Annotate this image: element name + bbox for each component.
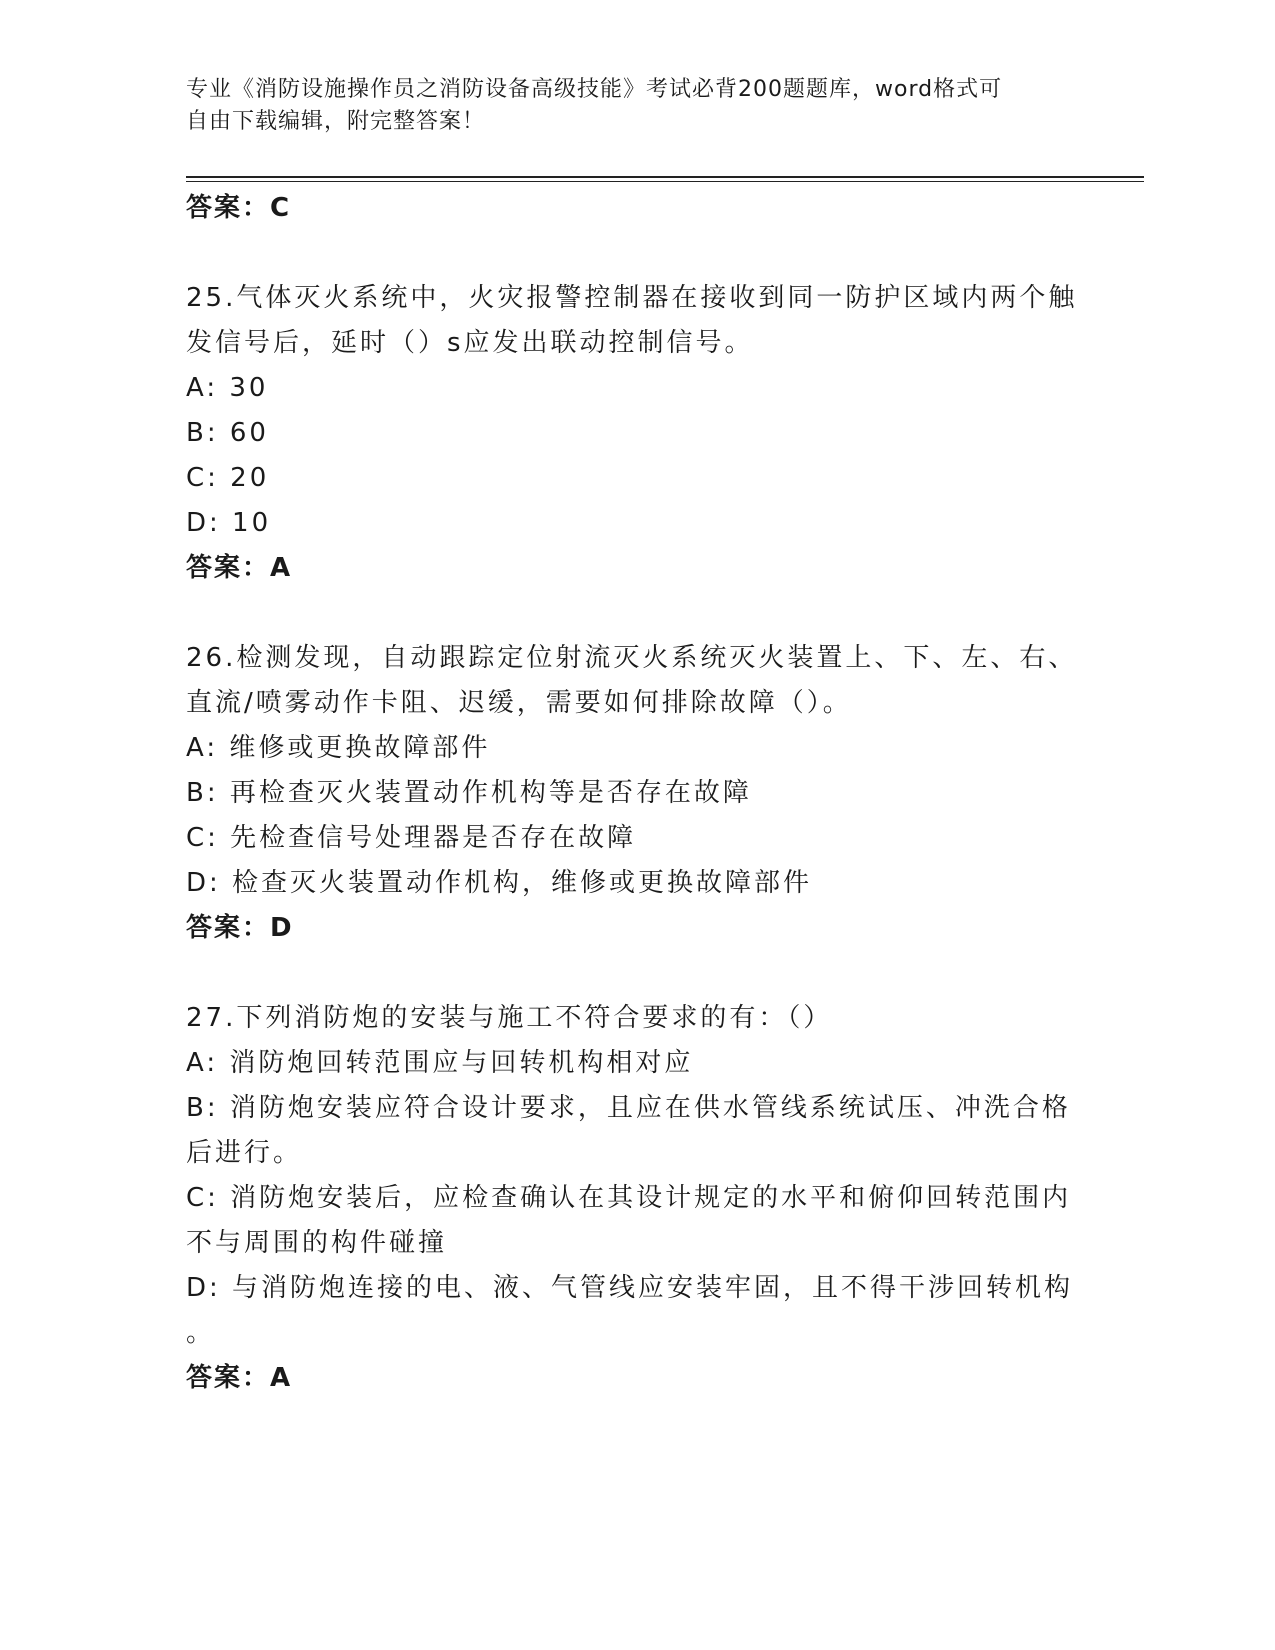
option-c: C: 消防炮安装后，应检查确认在其设计规定的水平和俯仰回转范围内 bbox=[186, 1183, 1072, 1213]
question-stem: 26.检测发现，自动跟踪定位射流灭火系统灭火装置上、下、左、右、 bbox=[186, 643, 1078, 673]
document-header bbox=[186, 74, 1066, 138]
answer-label: 答案：D bbox=[186, 913, 294, 943]
option-b: B: 60 bbox=[186, 418, 269, 448]
option-c: C: 20 bbox=[186, 463, 270, 493]
option-d-continued: 。 bbox=[186, 1318, 216, 1348]
question-stem: 直流/喷雾动作卡阻、迟缓，需要如何排除故障（）。 bbox=[186, 688, 852, 718]
option-d: D: 与消防炮连接的电、液、气管线应安装牢固，且不得干涉回转机构 bbox=[186, 1273, 1074, 1303]
option-c: C: 先检查信号处理器是否存在故障 bbox=[186, 823, 637, 853]
question-26 bbox=[186, 636, 1078, 951]
option-d: D: 检查灭火装置动作机构，维修或更换故障部件 bbox=[186, 868, 813, 898]
question-stem: 27.下列消防炮的安装与施工不符合要求的有：（） bbox=[186, 1003, 833, 1033]
question-27 bbox=[186, 996, 1074, 1401]
answer-label: 答案：A bbox=[186, 553, 293, 583]
option-b: B: 消防炮安装应符合设计要求，且应在供水管线系统试压、冲洗合格 bbox=[186, 1093, 1071, 1123]
question-stem: 发信号后，延时（）s应发出联动控制信号。 bbox=[186, 328, 754, 358]
spacer bbox=[186, 951, 1066, 996]
header-title-line-1: 专业《消防设施操作员之消防设备高级技能》考试必背200题题库，word格式可 bbox=[186, 77, 1003, 102]
question-stem: 25.气体灭火系统中，火灾报警控制器在接收到同一防护区域内两个触 bbox=[186, 283, 1078, 313]
option-a: A: 30 bbox=[186, 373, 269, 403]
header-divider-thin bbox=[186, 181, 1144, 182]
header-title-line-2: 自由下载编辑，附完整答案！ bbox=[186, 109, 486, 134]
question-list bbox=[186, 186, 1078, 1401]
option-a: A: 消防炮回转范围应与回转机构相对应 bbox=[186, 1048, 694, 1078]
answer-label: 答案：A bbox=[186, 1363, 293, 1393]
header-divider-thick bbox=[186, 176, 1144, 178]
option-b-continued: 后进行。 bbox=[186, 1138, 303, 1168]
spacer bbox=[186, 591, 1066, 636]
option-b: B: 再检查灭火装置动作机构等是否存在故障 bbox=[186, 778, 752, 808]
option-a: A: 维修或更换故障部件 bbox=[186, 733, 491, 763]
option-d: D: 10 bbox=[186, 508, 272, 538]
question-25 bbox=[186, 276, 1078, 591]
previous-answer: 答案：C bbox=[186, 193, 292, 223]
spacer bbox=[186, 231, 1066, 276]
option-c-continued: 不与周围的构件碰撞 bbox=[186, 1228, 448, 1258]
